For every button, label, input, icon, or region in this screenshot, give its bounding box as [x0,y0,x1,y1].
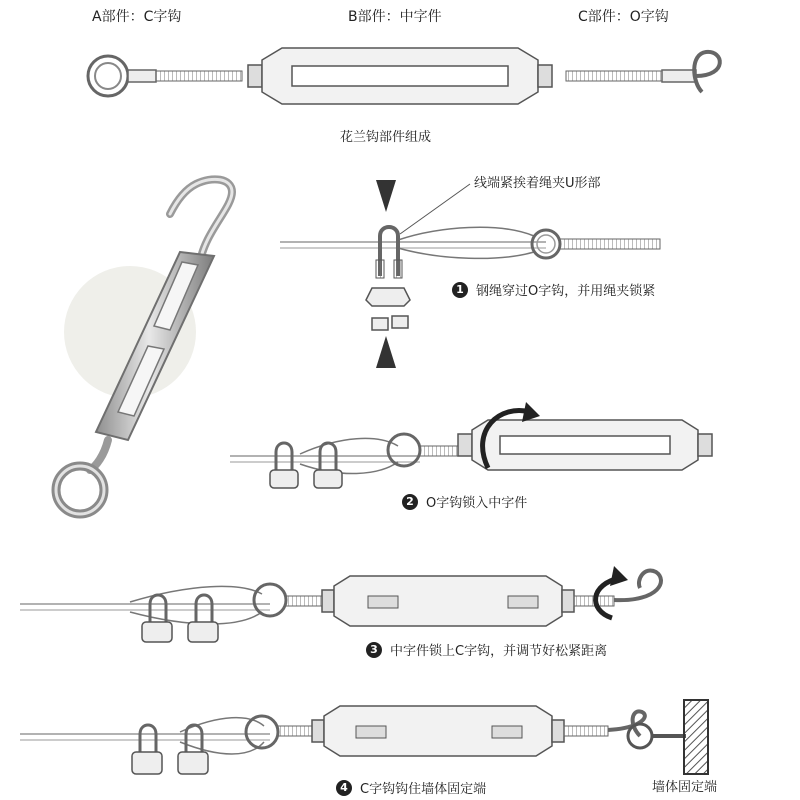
step-1-number: 1 [452,282,468,298]
step-3-number: 3 [366,642,382,658]
step-3-text: 中字件锁上C字钩，并调节好松紧距离 [390,644,608,659]
step-2-number: 2 [402,494,418,510]
part-c-label: C部件：O字钩 [578,9,669,25]
step-2-scene [230,402,712,488]
step-3-scene [20,566,661,642]
part-c-hook [566,52,720,92]
part-a-label: A部件：C字钩 [92,9,182,25]
step-4-number: 4 [336,780,352,796]
step-4-text: C字钩钩住墙体固定端 [360,782,487,797]
callout-label: 线端紧挨着绳夹U形部 [474,176,601,191]
step-2-text: O字钩锁入中字件 [426,496,528,511]
part-b-label: B部件：中字件 [348,9,442,25]
arrow-down-icon [376,180,396,212]
step-1-scene [280,180,660,368]
step-1-text: 钢绳穿过O字钩，并用绳夹锁紧 [476,284,656,299]
part-b-body [248,48,552,104]
assembly-caption: 花兰钩部件组成 [340,130,432,145]
part-a-eye-bolt [88,56,242,96]
arrow-up-icon [376,336,396,368]
wall-fixture [684,700,708,774]
callout-leader [400,184,470,234]
step-4-scene [20,700,708,774]
wall-label: 墙体固定端 [652,780,718,795]
